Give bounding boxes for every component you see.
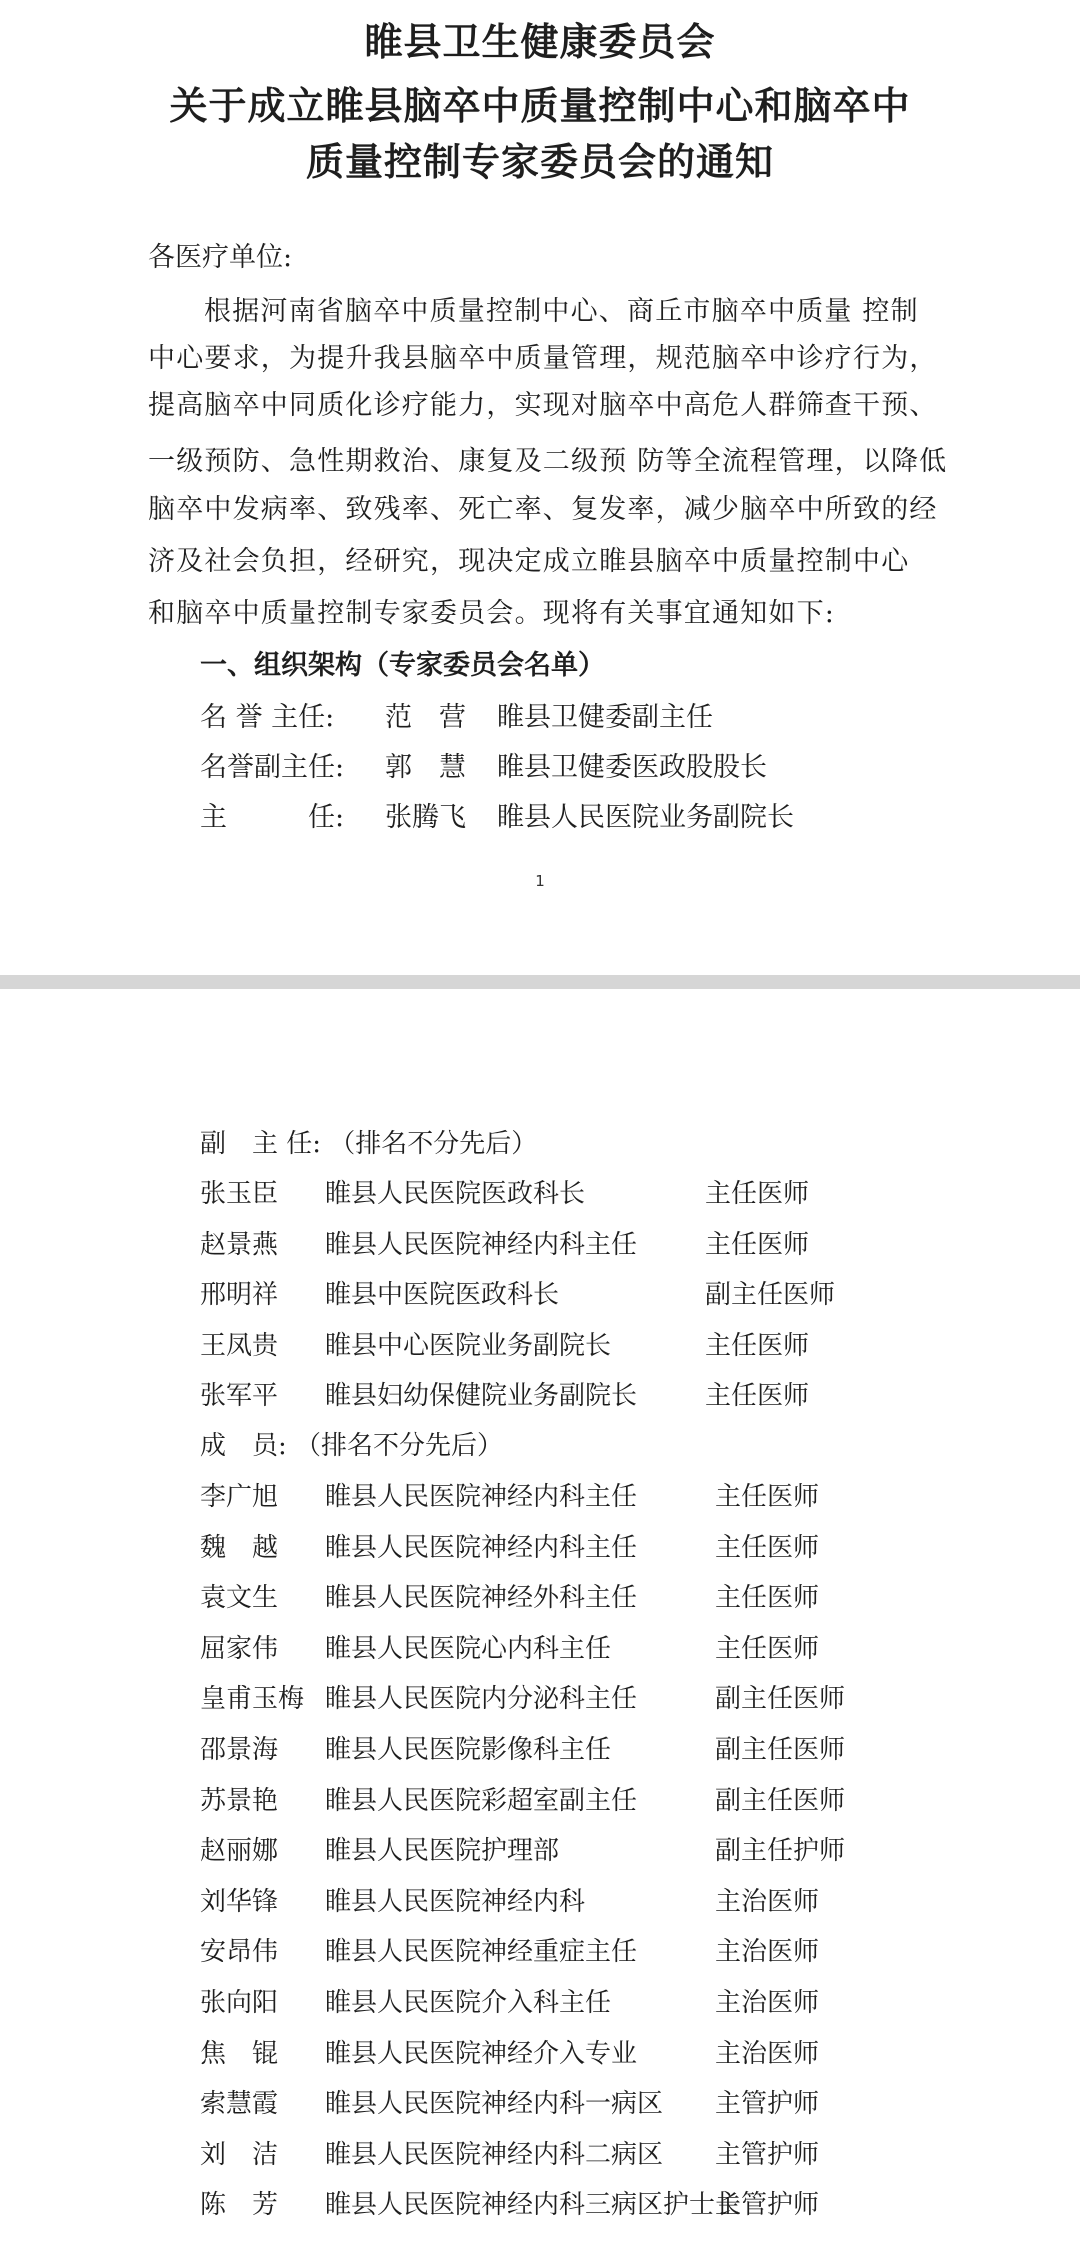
body-line: 一级预防、急性期救治、康复及二级预 防等全流程管理，以降低 [148, 446, 948, 477]
member-org: 睢县人民医院神经内科 [325, 1886, 586, 1917]
leadership-row [200, 800, 794, 836]
body-line: 济及社会负担，经研究，现决定成立睢县脑卒中质量控制中心 [148, 546, 910, 577]
leadership-role: 名 誉 主任: [200, 702, 335, 733]
leadership-position: 睢县卫健委医政股股长 [497, 752, 767, 783]
vice-directors-label: 副 主 任: （排名不分先后） [200, 1129, 538, 1159]
member-name: 赵丽娜 [200, 1836, 279, 1867]
member-org: 睢县人民医院神经内科一病区 [325, 2089, 664, 2120]
member-org: 睢县人民医院影像科主任 [325, 1735, 612, 1765]
member-org: 睢县人民医院神经外科主任 [325, 1583, 638, 1614]
member-name: 张向阳 [200, 1988, 279, 2018]
member-org: 睢县人民医院医政科长 [325, 1179, 586, 1209]
member-title: 主任医师 [705, 1229, 810, 1260]
leadership-name: 张腾飞 [385, 802, 466, 833]
member-name: 王凤贵 [200, 1330, 279, 1361]
member-title: 主管护师 [715, 2190, 820, 2221]
member-name: 焦 锟 [200, 2038, 279, 2069]
leadership-role: 主 任: [200, 802, 345, 833]
member-org: 睢县妇幼保健院业务副院长 [325, 1381, 638, 1411]
member-name: 张军平 [200, 1381, 279, 1411]
leadership-position: 睢县人民医院业务副院长 [497, 802, 794, 833]
body-line: 中心要求，为提升我县脑卒中质量管理，规范脑卒中诊疗行为， [148, 343, 938, 374]
member-org: 睢县人民医院神经内科三病区护士长 [325, 2190, 742, 2221]
body-line: 根据河南省脑卒中质量控制中心、商丘市脑卒中质量 控制 [204, 296, 919, 327]
document-title-line-3: 质量控制专家委员会的通知 [305, 139, 774, 184]
member-title: 副主任医师 [715, 1684, 846, 1715]
member-name: 索慧霞 [200, 2089, 279, 2120]
member-name: 邢明祥 [200, 1280, 279, 1310]
member-org: 睢县人民医院内分泌科主任 [325, 1684, 638, 1715]
member-title: 主任医师 [705, 1381, 810, 1411]
member-title: 主任医师 [705, 1330, 810, 1361]
member-title: 主任医师 [715, 1532, 820, 1563]
member-title: 副主任医师 [715, 1735, 846, 1765]
member-name: 袁文生 [200, 1583, 279, 1614]
member-title: 主管护师 [715, 2089, 820, 2120]
body-line: 脑卒中发病率、致残率、死亡率、复发率，减少脑卒中所致的经 [148, 494, 938, 525]
member-org: 睢县人民医院神经内科主任 [325, 1229, 638, 1260]
member-org: 睢县人民医院彩超室副主任 [325, 1785, 638, 1816]
member-name: 赵景燕 [200, 1229, 279, 1260]
member-name: 邵景海 [200, 1735, 279, 1765]
member-title: 主任医师 [705, 1179, 810, 1209]
member-org: 睢县人民医院神经介入专业 [325, 2038, 638, 2069]
body-line: 和脑卒中质量控制专家委员会。现将有关事宜通知如下: [148, 598, 836, 629]
member-name: 刘华锋 [200, 1886, 279, 1917]
page-number: 1 [535, 872, 545, 890]
member-org: 睢县人民医院介入科主任 [325, 1988, 612, 2018]
leadership-name: 郭 慧 [385, 752, 466, 783]
leadership-role: 名誉副主任: [200, 752, 345, 783]
member-title: 主治医师 [715, 1937, 820, 1968]
member-title: 主任医师 [715, 1482, 820, 1512]
member-name: 安昂伟 [200, 1937, 279, 1968]
salutation: 各医疗单位: [148, 242, 293, 273]
leadership-position: 睢县卫健委副主任 [497, 702, 713, 733]
member-title: 副主任医师 [705, 1280, 836, 1310]
document-title-line-1: 睢县卫生健康委员会 [364, 19, 716, 64]
members-label: 成 员: （排名不分先后） [200, 1431, 504, 1461]
leadership-name: 范 营 [385, 702, 466, 733]
member-title: 主任医师 [715, 1583, 820, 1614]
member-title: 副主任医师 [715, 1785, 846, 1816]
member-org: 睢县人民医院神经重症主任 [325, 1937, 638, 1968]
member-name: 魏 越 [200, 1532, 279, 1563]
member-name: 苏景艳 [200, 1785, 279, 1816]
member-title: 主治医师 [715, 2038, 820, 2069]
member-title: 副主任护师 [715, 1836, 846, 1867]
member-name: 刘 洁 [200, 2139, 279, 2170]
member-name: 张玉臣 [200, 1179, 279, 1209]
member-org: 睢县人民医院神经内科主任 [325, 1482, 638, 1512]
member-name: 陈 芳 [200, 2190, 279, 2221]
document-page-1 [0, 0, 1080, 975]
member-title: 主任医师 [715, 1633, 820, 1664]
member-title: 主管护师 [715, 2139, 820, 2170]
member-org: 睢县中心医院业务副院长 [325, 1330, 612, 1361]
section-heading: 一、组织架构（专家委员会名单） [200, 650, 605, 681]
page-separator [0, 975, 1080, 989]
member-name: 李广旭 [200, 1482, 279, 1512]
member-org: 睢县人民医院神经内科二病区 [325, 2139, 664, 2170]
member-title: 主治医师 [715, 1886, 820, 1917]
member-org: 睢县人民医院心内科主任 [325, 1633, 612, 1664]
leadership-row [200, 700, 713, 736]
member-org: 睢县中医院医政科长 [325, 1280, 560, 1310]
document-title-line-2: 关于成立睢县脑卒中质量控制中心和脑卒中 [169, 83, 911, 128]
leadership-row [200, 750, 767, 786]
body-line: 提高脑卒中同质化诊疗能力，实现对脑卒中高危人群筛查干预、 [148, 390, 938, 421]
member-title: 主治医师 [715, 1988, 820, 2018]
member-name: 皇甫玉梅 [200, 1684, 305, 1715]
document-page-2 [0, 989, 1080, 2247]
member-name: 屈家伟 [200, 1633, 279, 1664]
member-org: 睢县人民医院神经内科主任 [325, 1532, 638, 1563]
member-org: 睢县人民医院护理部 [325, 1836, 560, 1867]
